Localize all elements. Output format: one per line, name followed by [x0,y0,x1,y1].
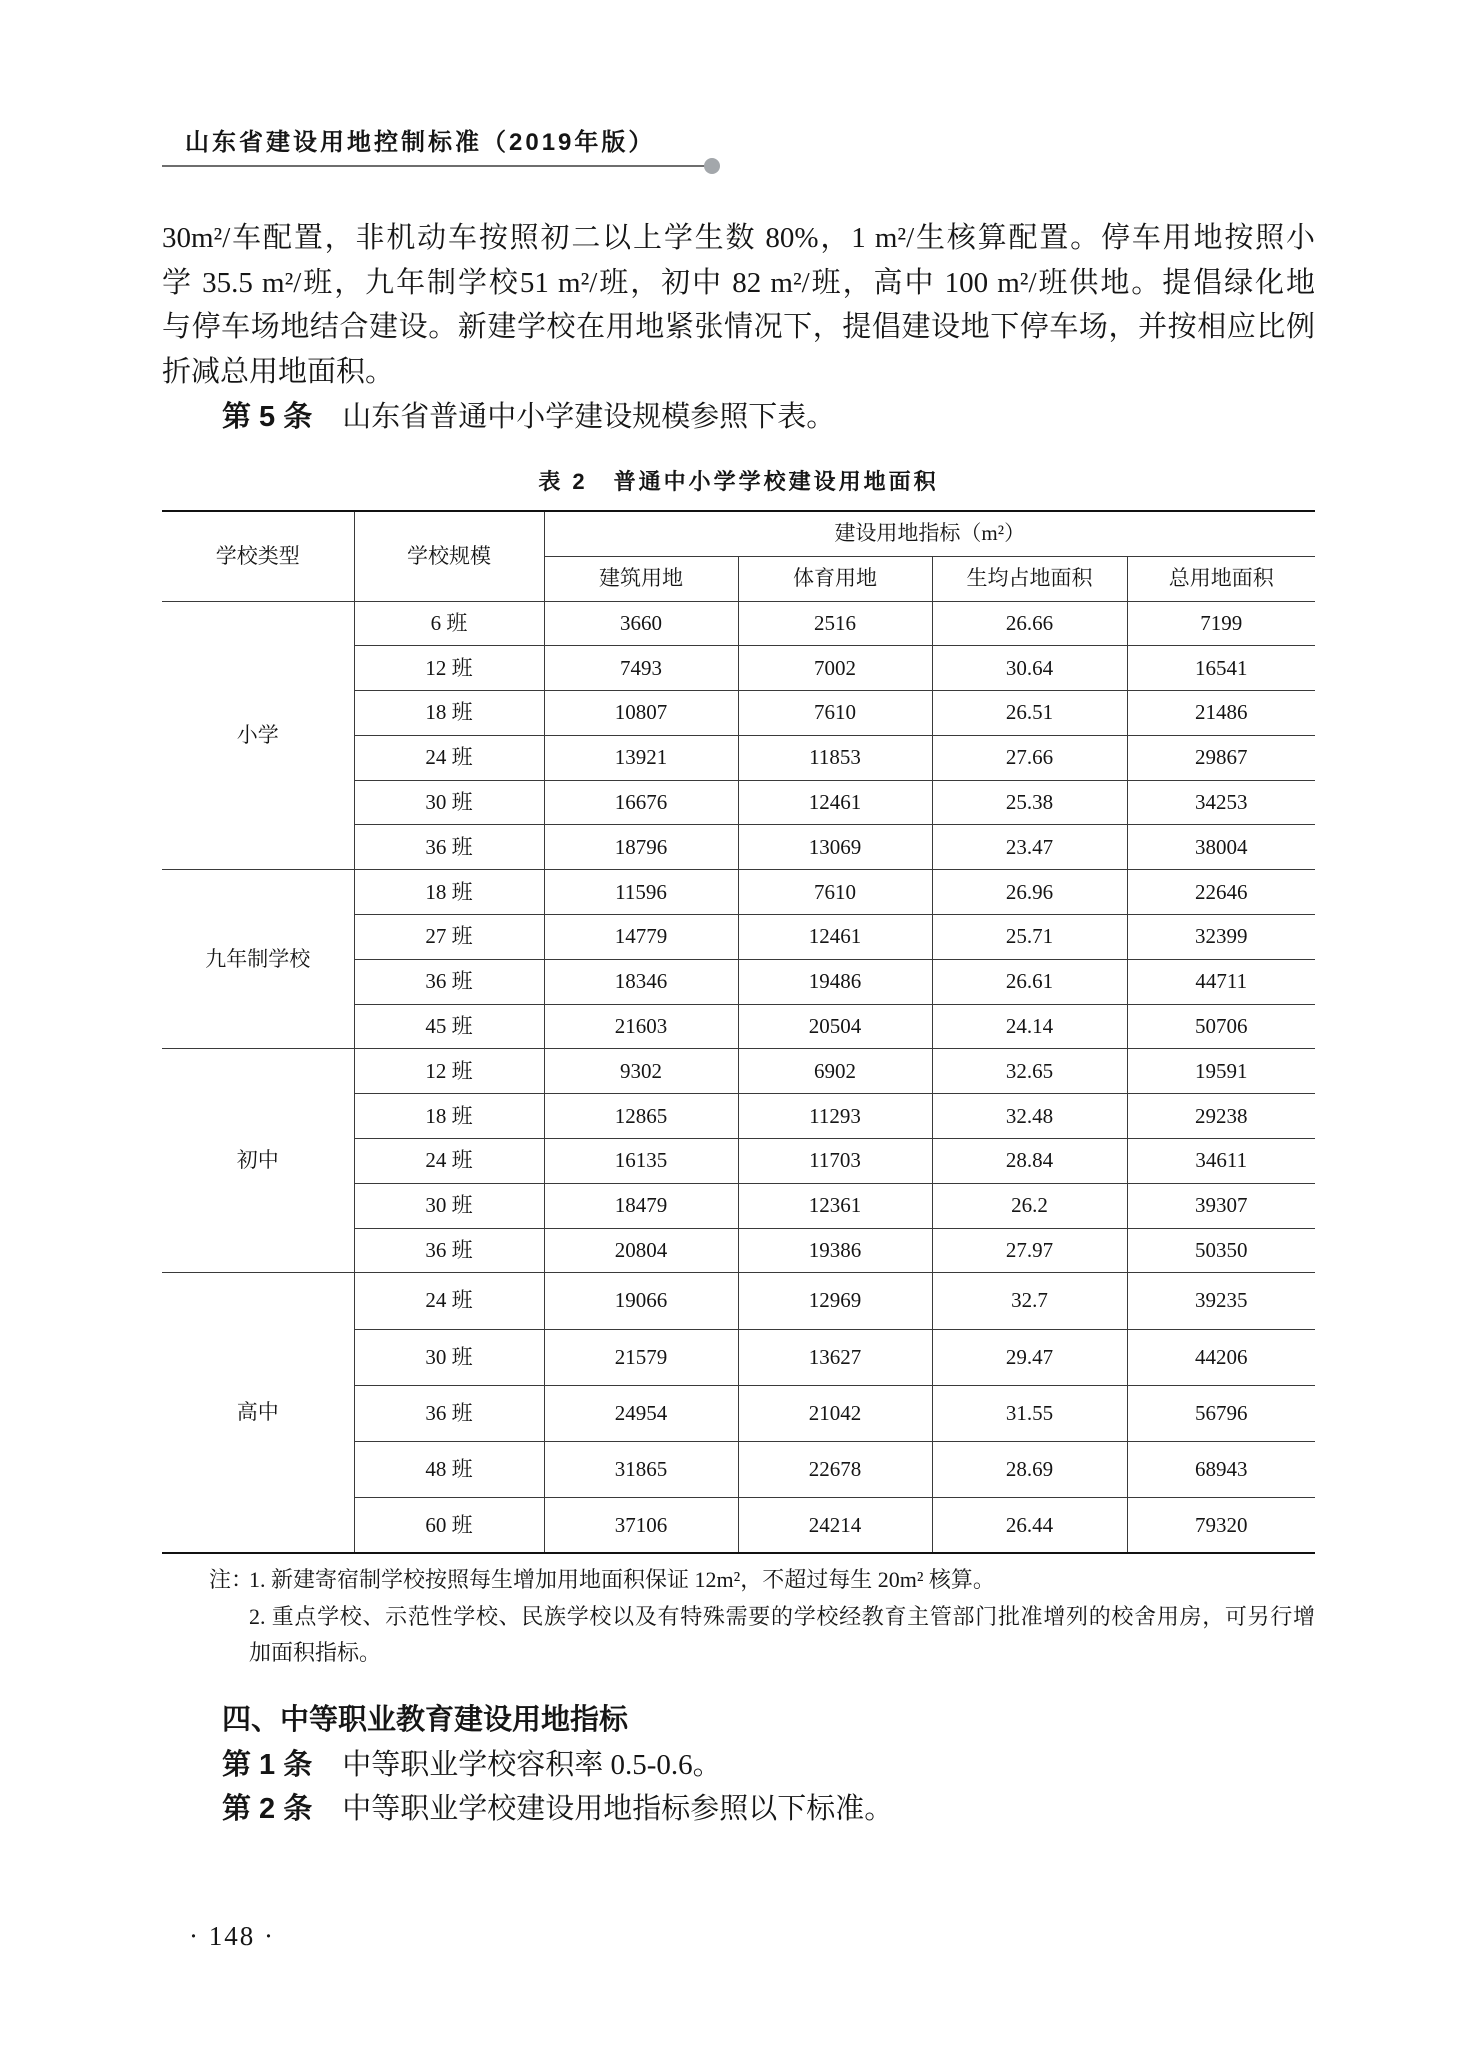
per-student-area-cell: 26.51 [932,691,1127,736]
school-scale-cell: 48 班 [354,1441,544,1497]
header-rule [162,165,705,167]
notes-body [249,1562,1315,1672]
sports-land-cell: 19386 [738,1228,932,1273]
total-area-cell: 29867 [1127,735,1315,780]
school-scale-cell: 18 班 [354,870,544,915]
building-land-cell: 18346 [544,959,738,1004]
building-land-cell: 31865 [544,1441,738,1497]
total-area-cell: 21486 [1127,691,1315,736]
school-scale-cell: 30 班 [354,780,544,825]
sports-land-cell: 20504 [738,1004,932,1049]
building-land-cell: 14779 [544,915,738,960]
per-student-area-cell: 26.2 [932,1183,1127,1228]
total-area-cell: 39235 [1127,1273,1315,1329]
article-5 [162,395,1315,440]
sports-land-cell: 12361 [738,1183,932,1228]
building-land-cell: 21603 [544,1004,738,1049]
building-land-cell: 16676 [544,780,738,825]
school-scale-cell: 24 班 [354,1273,544,1329]
school-scale-cell: 18 班 [354,691,544,736]
sports-land-cell: 22678 [738,1441,932,1497]
total-area-cell: 34611 [1127,1139,1315,1184]
school-scale-cell: 27 班 [354,915,544,960]
sports-land-cell: 12461 [738,915,932,960]
per-student-area-cell: 26.61 [932,959,1127,1004]
school-scale-cell: 60 班 [354,1497,544,1553]
sports-land-cell: 12461 [738,780,932,825]
table-row [162,601,1315,646]
building-land-cell: 18796 [544,825,738,870]
school-type-cell: 九年制学校 [162,870,354,1049]
note-line: 2. 重点学校、示范性学校、民族学校以及有特殊需要的学校经教育主管部门批准增列的校舍用房，可另行增 [249,1603,1315,1629]
sports-land-cell: 11293 [738,1094,932,1139]
note-line: 1. 新建寄宿制学校按照每生增加用地面积保证 12m²，不超过每生 20m² 核算。 [249,1567,995,1592]
building-land-cell: 9302 [544,1049,738,1094]
per-student-area-cell: 29.47 [932,1329,1127,1385]
body-paragraph [162,216,1315,439]
article-label: 第 2 条 [222,1793,313,1825]
article-text: 中等职业学校容积率 0.5-0.6。 [342,1748,722,1781]
page-number: · 148 · [189,1921,275,1951]
table-row-group [162,870,1315,1049]
table-row [162,1049,1315,1094]
table-caption [162,466,1315,498]
per-student-area-cell: 27.66 [932,735,1127,780]
article-1 [222,1743,1315,1788]
building-land-cell: 21579 [544,1329,738,1385]
building-land-cell: 11596 [544,870,738,915]
sports-land-cell: 13069 [738,825,932,870]
school-scale-cell: 30 班 [354,1183,544,1228]
per-student-area-cell: 26.96 [932,870,1127,915]
total-area-cell: 34253 [1127,780,1315,825]
building-land-cell: 19066 [544,1273,738,1329]
sports-land-cell: 6902 [738,1049,932,1094]
per-student-area-cell: 32.65 [932,1049,1127,1094]
school-scale-cell: 24 班 [354,735,544,780]
total-area-cell: 68943 [1127,1441,1315,1497]
header-sports-land: 体育用地 [738,556,932,601]
section-vocational [222,1698,1315,1832]
building-land-cell: 24954 [544,1385,738,1441]
sports-land-cell: 24214 [738,1497,932,1553]
total-area-cell: 29238 [1127,1094,1315,1139]
header-school-type: 学校类型 [162,511,354,601]
building-land-cell: 18479 [544,1183,738,1228]
header-per-student-area: 生均占地面积 [932,556,1127,601]
building-land-cell: 13921 [544,735,738,780]
per-student-area-cell: 32.48 [932,1094,1127,1139]
sports-land-cell: 11853 [738,735,932,780]
table-caption-label: 表 2 [538,469,588,494]
total-area-cell: 7199 [1127,601,1315,646]
sports-land-cell: 7610 [738,870,932,915]
total-area-cell: 16541 [1127,646,1315,691]
building-land-cell: 37106 [544,1497,738,1553]
table-row-group [162,601,1315,870]
per-student-area-cell: 32.7 [932,1273,1127,1329]
building-land-cell: 20804 [544,1228,738,1273]
school-scale-cell: 12 班 [354,1049,544,1094]
per-student-area-cell: 27.97 [932,1228,1127,1273]
sports-land-cell: 7610 [738,691,932,736]
table-header [162,511,1315,601]
article-label: 第 1 条 [222,1748,313,1781]
sports-land-cell: 13627 [738,1329,932,1385]
land-area-table [162,510,1315,1554]
total-area-cell: 56796 [1127,1385,1315,1441]
school-type-cell: 高中 [162,1273,354,1553]
article-2 [222,1787,1315,1832]
per-student-area-cell: 30.64 [932,646,1127,691]
article-text: 山东省普通中小学建设规模参照下表。 [342,400,836,433]
per-student-area-cell: 23.47 [932,825,1127,870]
building-land-cell: 7493 [544,646,738,691]
total-area-cell: 50706 [1127,1004,1315,1049]
school-scale-cell: 36 班 [354,959,544,1004]
per-student-area-cell: 26.66 [932,601,1127,646]
school-scale-cell: 24 班 [354,1139,544,1184]
per-student-area-cell: 25.38 [932,780,1127,825]
per-student-area-cell: 28.84 [932,1139,1127,1184]
school-scale-cell: 36 班 [354,825,544,870]
running-header-title: 山东省建设用地控制标准（2019年版） [185,129,656,156]
school-scale-cell: 36 班 [354,1228,544,1273]
header-school-scale: 学校规模 [354,511,544,601]
note-line: 加面积指标。 [249,1640,382,1665]
sports-land-cell: 19486 [738,959,932,1004]
per-student-area-cell: 25.71 [932,915,1127,960]
school-scale-cell: 12 班 [354,646,544,691]
per-student-area-cell: 26.44 [932,1497,1127,1553]
building-land-cell: 3660 [544,601,738,646]
table-row-group [162,1049,1315,1273]
sports-land-cell: 2516 [738,601,932,646]
school-scale-cell: 45 班 [354,1004,544,1049]
body-line: 30m²/车配置，非机动车按照初二以上学生数 80%，1 m²/生核算配置。停车用地按照小 [162,222,1315,254]
table-caption-title: 普通中小学学校建设用地面积 [613,469,939,494]
table-header-row [162,511,1315,556]
table-row [162,1273,1315,1329]
school-type-cell: 初中 [162,1049,354,1273]
article-label: 第 5 条 [222,400,313,433]
building-land-cell: 12865 [544,1094,738,1139]
school-scale-cell: 36 班 [354,1385,544,1441]
school-scale-cell: 30 班 [354,1329,544,1385]
header-rule-dot [704,158,720,174]
building-land-cell: 10807 [544,691,738,736]
total-area-cell: 39307 [1127,1183,1315,1228]
total-area-cell: 44711 [1127,959,1315,1004]
table-row-group [162,1273,1315,1553]
body-line: 折减总用地面积。 [162,356,395,389]
total-area-cell: 19591 [1127,1049,1315,1094]
school-scale-cell: 18 班 [354,1094,544,1139]
per-student-area-cell: 28.69 [932,1441,1127,1497]
table-row [162,870,1315,915]
total-area-cell: 32399 [1127,915,1315,960]
header-building-land: 建筑用地 [544,556,738,601]
body-line: 与停车场地结合建设。新建学校在用地紧张情况下，提倡建设地下停车场，并按相应比例 [162,311,1315,344]
sports-land-cell: 21042 [738,1385,932,1441]
article-text: 中等职业学校建设用地指标参照以下标准。 [342,1793,894,1825]
section-heading: 四、中等职业教育建设用地指标 [222,1704,629,1736]
total-area-cell: 50350 [1127,1228,1315,1273]
per-student-area-cell: 24.14 [932,1004,1127,1049]
total-area-cell: 44206 [1127,1329,1315,1385]
school-scale-cell: 6 班 [354,601,544,646]
per-student-area-cell: 31.55 [932,1385,1127,1441]
school-type-cell: 小学 [162,601,354,870]
total-area-cell: 22646 [1127,870,1315,915]
total-area-cell: 79320 [1127,1497,1315,1553]
header-total-area: 总用地面积 [1127,556,1315,601]
building-land-cell: 16135 [544,1139,738,1184]
sports-land-cell: 12969 [738,1273,932,1329]
notes-label: 注： [209,1567,254,1592]
sports-land-cell: 11703 [738,1139,932,1184]
header-land-index: 建设用地指标（m²） [544,511,1315,556]
body-line: 学 35.5 m²/班，九年制学校51 m²/班，初中 82 m²/班，高中 100 m²/班供地。提倡绿化地 [162,266,1315,299]
total-area-cell: 38004 [1127,825,1315,870]
sports-land-cell: 7002 [738,646,932,691]
